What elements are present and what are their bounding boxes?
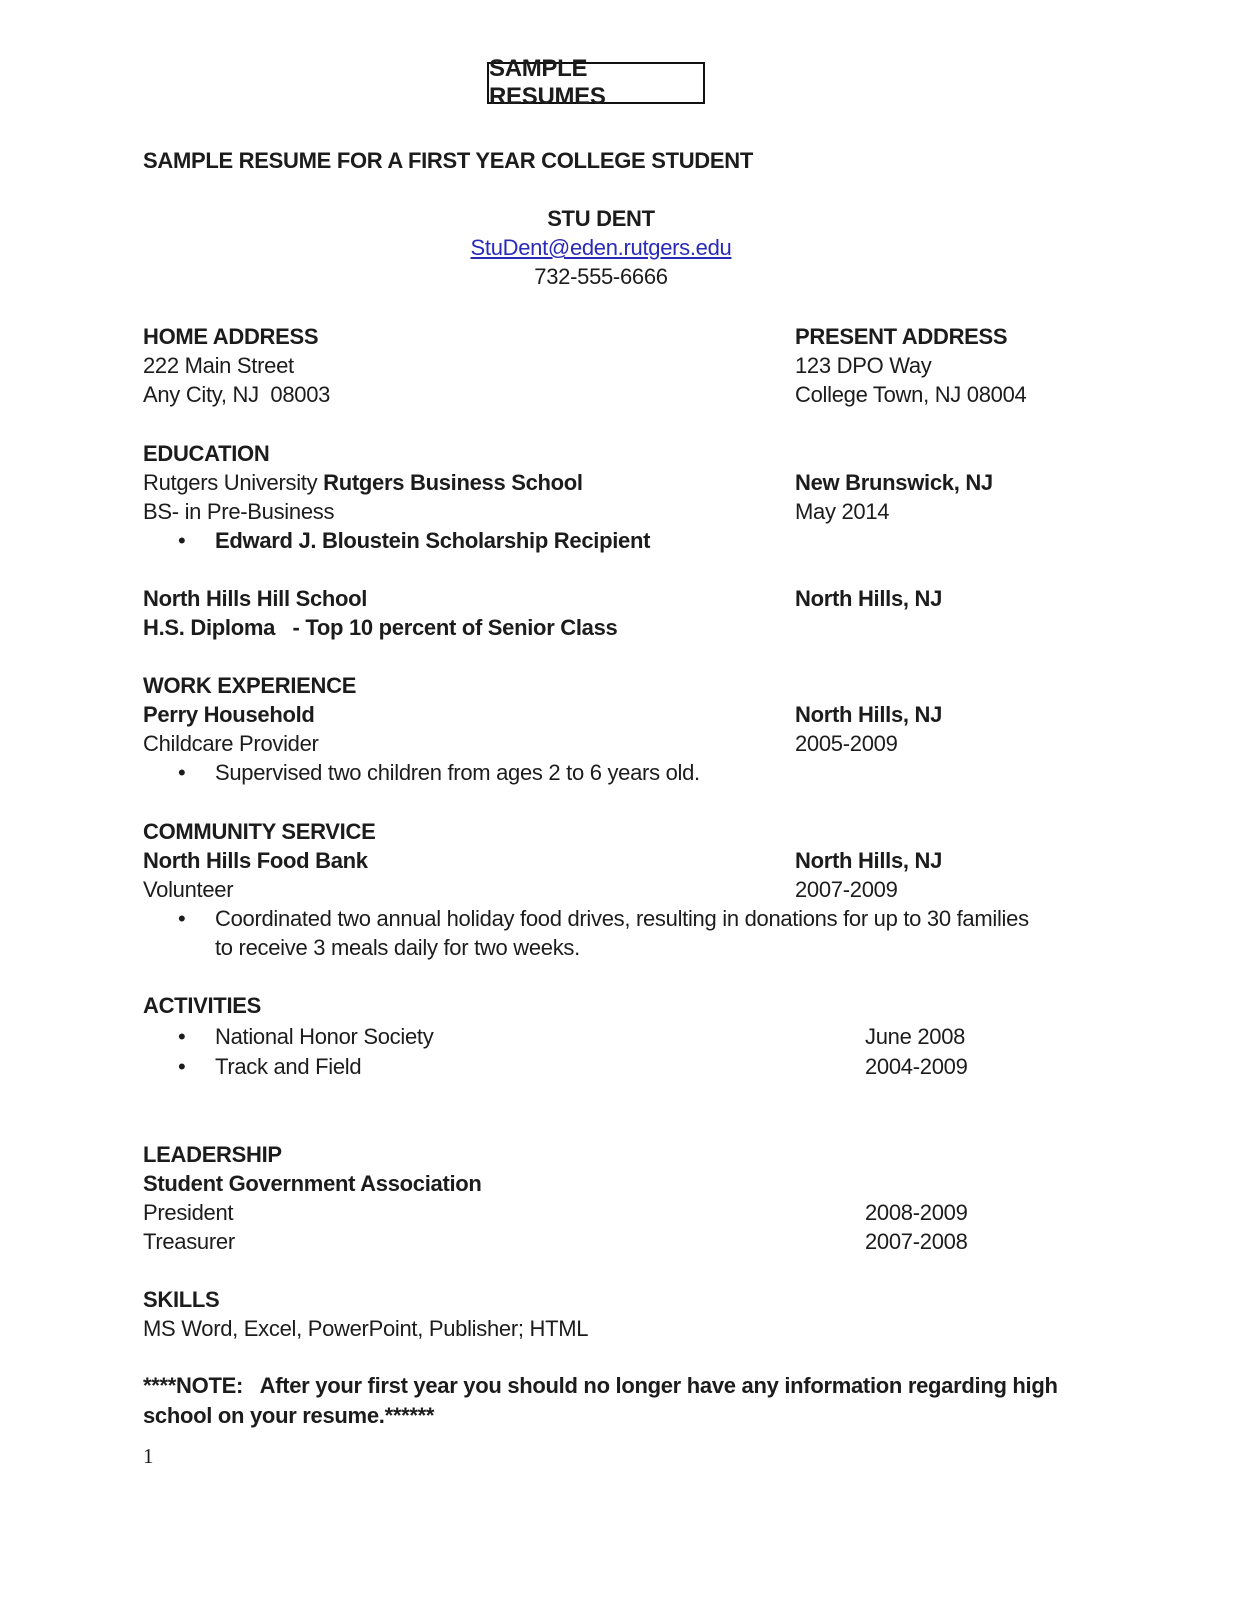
document-title: SAMPLE RESUME FOR A FIRST YEAR COLLEGE STUDENT [143,148,753,173]
leadership-item-label: President [143,1200,234,1225]
high-school-name: North Hills Hill School [143,586,368,611]
university-name: Rutgers University [143,470,324,495]
work-role: Childcare Provider [143,731,319,756]
education-location: New Brunswick, NJ [795,470,993,495]
contact-phone: 732-555-6666 [534,264,668,289]
note-text-line2: school on your resume.****** [143,1403,435,1428]
bullet-icon: • [178,906,186,931]
community-dates: 2007-2009 [795,877,898,902]
high-school-location: North Hills, NJ [795,586,943,611]
home-address-street: 222 Main Street [143,353,294,378]
work-bullet: Supervised two children from ages 2 to 6 years old. [215,760,700,785]
contact-email-line [143,233,1059,262]
work-dates: 2005-2009 [795,731,898,756]
activities-heading: ACTIVITIES [143,993,262,1018]
present-address-street: 123 DPO Way [795,353,932,378]
activity-item-date: June 2008 [865,1024,966,1049]
bullet-icon: • [178,528,186,553]
contact-name: STU DENT [547,206,655,231]
community-bullet-line1: Coordinated two annual holiday food drives, resulting in donations for up to 30 families [215,906,1029,931]
leadership-org: Student Government Association [143,1171,482,1196]
banner-label: SAMPLE RESUMES [489,55,606,110]
bullet-icon: • [178,1024,186,1049]
education-grad-date: May 2014 [795,499,890,524]
community-bullet-line2: to receive 3 meals daily for two weeks. [215,935,580,960]
page-number: 1 [143,1444,154,1468]
community-location: North Hills, NJ [795,848,943,873]
community-org: North Hills Food Bank [143,848,368,873]
community-role: Volunteer [143,877,234,902]
activity-item-date: 2004-2009 [865,1054,968,1079]
education-heading: EDUCATION [143,441,270,466]
work-location: North Hills, NJ [795,702,943,727]
home-address-city: Any City, NJ 08003 [143,382,331,407]
scholarship-bullet: Edward J. Bloustein Scholarship Recipient [215,528,651,553]
leadership-item-label: Treasurer [143,1229,235,1254]
community-heading: COMMUNITY SERVICE [143,819,376,844]
note-text-line1: ****NOTE: After your first year you should no longer have any information regarding high [143,1373,1058,1398]
present-address-city: College Town, NJ 08004 [795,382,1027,407]
bullet-icon: • [178,760,186,785]
sample-resumes-banner [487,55,705,110]
present-address-heading: PRESENT ADDRESS [795,324,1008,349]
education-school-line [143,468,583,497]
bullet-icon: • [178,1054,186,1079]
high-school-diploma: H.S. Diploma - Top 10 percent of Senior Class [143,615,618,640]
leadership-item-date: 2007-2008 [865,1229,968,1254]
home-address-heading: HOME ADDRESS [143,324,319,349]
work-heading: WORK EXPERIENCE [143,673,357,698]
contact-email-link[interactable]: StuDent@eden.rutgers.edu [470,235,732,260]
activity-item-label: Track and Field [215,1054,362,1079]
skills-heading: SKILLS [143,1287,220,1312]
activity-item-label: National Honor Society [215,1024,434,1049]
leadership-item-date: 2008-2009 [865,1200,968,1225]
work-employer: Perry Household [143,702,315,727]
business-school-name: Rutgers Business School [323,470,583,495]
leadership-heading: LEADERSHIP [143,1142,282,1167]
education-degree: BS- in Pre-Business [143,499,335,524]
skills-text: MS Word, Excel, PowerPoint, Publisher; HTML [143,1316,589,1341]
